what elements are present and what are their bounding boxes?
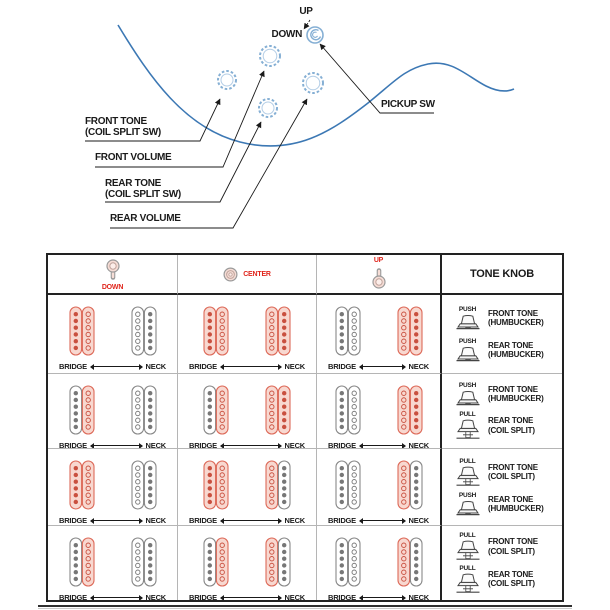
pull-knob-icon bbox=[455, 419, 481, 440]
pickup-pair bbox=[178, 460, 316, 510]
bridge-label: BRIDGE bbox=[59, 593, 87, 600]
pickup-cell bbox=[48, 374, 178, 449]
bridge-label: BRIDGE bbox=[189, 441, 217, 449]
bridge-label: BRIDGE bbox=[59, 441, 87, 449]
tone-knob-cell bbox=[442, 449, 562, 526]
header-tone-knob bbox=[442, 255, 562, 295]
pickup-pair bbox=[48, 460, 177, 510]
knob-state-label: PUSH bbox=[458, 306, 477, 313]
neck-label: NECK bbox=[145, 516, 166, 525]
knob-state-label: PULL bbox=[459, 564, 476, 572]
bridge-pickup bbox=[203, 385, 229, 435]
bridge-neck-row bbox=[48, 362, 177, 371]
tone-function-name: FRONT TONE bbox=[488, 308, 538, 318]
tone-knob-function bbox=[488, 495, 544, 514]
rear-volume-label: REAR VOLUME bbox=[110, 213, 181, 224]
pickup-pair bbox=[48, 385, 177, 435]
tone-function-mode: (COIL SPLIT) bbox=[488, 472, 535, 482]
tone-function-mode: (HUMBUCKER) bbox=[488, 394, 544, 403]
bridge-neck-row bbox=[48, 441, 177, 449]
neck-label: NECK bbox=[145, 593, 166, 600]
header-center-label: CENTER bbox=[243, 270, 271, 278]
front-volume-label: FRONT VOLUME bbox=[95, 152, 172, 163]
neck-pickup bbox=[397, 537, 423, 587]
pickup-cell bbox=[317, 449, 442, 526]
bridge-neck-row bbox=[178, 593, 316, 600]
neck-label: NECK bbox=[145, 441, 166, 449]
bridge-pickup bbox=[69, 460, 95, 510]
rear-tone-knob-icon bbox=[259, 99, 277, 117]
up-direction-arrow bbox=[304, 20, 310, 29]
pickup-pair bbox=[317, 306, 440, 356]
push-knob-icon bbox=[455, 314, 481, 330]
pickup-cell bbox=[317, 374, 442, 449]
header-switch-center bbox=[178, 255, 317, 295]
neck-label: NECK bbox=[408, 516, 429, 525]
bridge-neck-arrow bbox=[221, 366, 281, 367]
switch-up-icon bbox=[368, 265, 390, 291]
bridge-neck-row bbox=[178, 441, 316, 449]
pickup-cell bbox=[178, 526, 317, 600]
push-knob-icon bbox=[455, 390, 481, 406]
bridge-pickup bbox=[69, 537, 95, 587]
header-switch-up bbox=[317, 255, 442, 295]
bridge-neck-arrow bbox=[91, 597, 142, 598]
bridge-label: BRIDGE bbox=[189, 516, 217, 525]
bridge-neck-arrow bbox=[360, 597, 405, 598]
pickup-pair bbox=[48, 537, 177, 587]
pickup-pair bbox=[48, 306, 177, 356]
tone-function-name: REAR TONE bbox=[488, 340, 534, 350]
bridge-neck-arrow bbox=[91, 445, 142, 446]
bridge-pickup bbox=[69, 385, 95, 435]
push-knob-icon bbox=[455, 500, 481, 516]
bridge-pickup bbox=[203, 537, 229, 587]
tone-function-mode: (COIL SPLIT) bbox=[488, 425, 535, 435]
pickup-cell bbox=[48, 295, 178, 374]
tone-knob-function bbox=[488, 416, 535, 435]
pickup-pair bbox=[317, 385, 440, 435]
bridge-label: BRIDGE bbox=[189, 593, 217, 600]
bridge-neck-row bbox=[48, 593, 177, 600]
pickup-pair bbox=[317, 537, 440, 587]
tone-knob-header-label: TONE KNOB bbox=[469, 268, 534, 280]
pull-knob-icon bbox=[455, 573, 481, 594]
tone-knob-function bbox=[488, 385, 544, 404]
bridge-pickup bbox=[69, 306, 95, 356]
rear-tone-label: REAR TONE (COIL SPLIT SW) bbox=[105, 178, 181, 200]
pickup-pair bbox=[317, 460, 440, 510]
tone-knob-cell bbox=[442, 374, 562, 449]
neck-label: NECK bbox=[408, 362, 429, 371]
neck-pickup bbox=[131, 460, 157, 510]
bridge-label: BRIDGE bbox=[189, 362, 217, 371]
tone-knob-function bbox=[488, 537, 538, 556]
tone-knob-entry bbox=[454, 458, 560, 487]
tone-knob-entry bbox=[454, 492, 560, 516]
tone-knob-entry bbox=[454, 565, 560, 594]
tone-knob-entry bbox=[454, 306, 560, 330]
bridge-label: BRIDGE bbox=[328, 516, 356, 525]
knob-state bbox=[454, 532, 481, 561]
front-tone-knob-icon bbox=[218, 71, 236, 89]
neck-label: NECK bbox=[408, 441, 429, 449]
tone-knob-function bbox=[488, 570, 535, 589]
bridge-pickup bbox=[335, 306, 361, 356]
bridge-neck-arrow bbox=[360, 520, 405, 521]
neck-label: NECK bbox=[145, 362, 166, 371]
bridge-pickup bbox=[335, 385, 361, 435]
header-up-label: UP bbox=[373, 257, 384, 264]
knob-state bbox=[454, 411, 481, 440]
bridge-neck-arrow bbox=[221, 445, 281, 446]
neck-pickup bbox=[397, 385, 423, 435]
bridge-neck-row bbox=[48, 516, 177, 525]
pickup-switch-icon bbox=[307, 27, 323, 43]
pickup-cell bbox=[178, 449, 317, 526]
pickup-cell bbox=[48, 449, 178, 526]
bridge-label: BRIDGE bbox=[328, 593, 356, 600]
bridge-neck-row bbox=[317, 516, 440, 525]
pickup-cell bbox=[178, 374, 317, 449]
switch-center-icon bbox=[223, 267, 238, 282]
pickup-pair bbox=[178, 306, 316, 356]
bridge-neck-row bbox=[178, 516, 316, 525]
knob-state bbox=[454, 338, 481, 362]
neck-pickup bbox=[265, 460, 291, 510]
knob-state-label: PULL bbox=[459, 532, 476, 540]
tone-knob-entry bbox=[454, 338, 560, 362]
page-footer-rule-thin bbox=[38, 608, 572, 609]
knob-state-label: PULL bbox=[459, 457, 476, 465]
bridge-pickup bbox=[203, 460, 229, 510]
tone-function-mode: (COIL SPLIT) bbox=[488, 546, 535, 556]
header-switch-down bbox=[48, 255, 178, 295]
bridge-neck-row bbox=[317, 362, 440, 371]
neck-label: NECK bbox=[408, 593, 429, 600]
bridge-label: BRIDGE bbox=[328, 362, 356, 371]
knob-state-label: PUSH bbox=[458, 338, 477, 345]
pickup-sw-label: PICKUP SW bbox=[381, 99, 435, 110]
pickup-cell bbox=[178, 295, 317, 374]
tone-function-mode: (HUMBUCKER) bbox=[488, 350, 544, 359]
tone-function-name: FRONT TONE bbox=[488, 384, 538, 394]
tone-function-mode: (HUMBUCKER) bbox=[488, 504, 544, 514]
switch-down-label: DOWN bbox=[271, 29, 302, 40]
switch-down-icon bbox=[102, 257, 124, 283]
bridge-neck-arrow bbox=[221, 597, 281, 598]
bridge-neck-arrow bbox=[91, 520, 142, 521]
bridge-pickup bbox=[335, 460, 361, 510]
bridge-neck-row bbox=[317, 593, 440, 600]
knob-state bbox=[454, 492, 481, 516]
header-down-label: DOWN bbox=[101, 284, 124, 291]
switch-up-label: UP bbox=[299, 6, 313, 17]
tone-function-name: FRONT TONE bbox=[488, 537, 538, 547]
bridge-neck-arrow bbox=[360, 366, 405, 367]
bridge-neck-row bbox=[317, 441, 440, 449]
bridge-neck-arrow bbox=[91, 366, 142, 367]
bridge-neck-row bbox=[178, 362, 316, 371]
bridge-label: BRIDGE bbox=[59, 362, 87, 371]
knob-state bbox=[454, 565, 481, 594]
neck-pickup bbox=[131, 537, 157, 587]
neck-label: NECK bbox=[284, 362, 305, 371]
bridge-label: BRIDGE bbox=[59, 516, 87, 525]
tone-function-mode: (HUMBUCKER) bbox=[488, 318, 544, 327]
pickup-cell bbox=[317, 526, 442, 600]
pull-knob-icon bbox=[455, 466, 481, 487]
tone-knob-function bbox=[488, 309, 544, 328]
knob-state-label: PULL bbox=[459, 411, 476, 418]
tone-function-mode: (COIL SPLIT) bbox=[488, 579, 535, 589]
neck-pickup bbox=[265, 385, 291, 435]
pickup-cell bbox=[48, 526, 178, 600]
pickup-pair bbox=[178, 385, 316, 435]
front-tone-label: FRONT TONE (COIL SPLIT SW) bbox=[85, 116, 161, 138]
pickup-pair bbox=[178, 537, 316, 587]
knob-state-label: PUSH bbox=[458, 492, 477, 500]
neck-pickup bbox=[131, 385, 157, 435]
bridge-neck-arrow bbox=[221, 520, 281, 521]
tone-function-name: REAR TONE bbox=[488, 494, 534, 504]
neck-pickup bbox=[265, 306, 291, 356]
pickup-configuration-table bbox=[46, 253, 564, 602]
bridge-neck-arrow bbox=[360, 445, 405, 446]
knob-state bbox=[454, 382, 481, 406]
knob-state bbox=[454, 306, 481, 330]
tone-knob-function bbox=[488, 341, 544, 360]
tone-knob-function bbox=[488, 463, 538, 482]
neck-pickup bbox=[397, 306, 423, 356]
pickup-cell bbox=[317, 295, 442, 374]
page-footer-rule bbox=[38, 605, 572, 607]
neck-pickup bbox=[131, 306, 157, 356]
tone-function-name: REAR TONE bbox=[488, 416, 534, 425]
knob-state bbox=[454, 458, 481, 487]
neck-pickup bbox=[265, 537, 291, 587]
bridge-pickup bbox=[203, 306, 229, 356]
tone-knob-entry bbox=[454, 532, 560, 561]
tone-knob-cell bbox=[442, 526, 562, 600]
push-knob-icon bbox=[455, 346, 481, 362]
tone-function-name: REAR TONE bbox=[488, 569, 534, 579]
tone-knob-cell bbox=[442, 295, 562, 374]
tone-function-name: FRONT TONE bbox=[488, 462, 538, 472]
bridge-label: BRIDGE bbox=[328, 441, 356, 449]
pull-knob-icon bbox=[455, 540, 481, 561]
bridge-pickup bbox=[335, 537, 361, 587]
knob-state-label: PUSH bbox=[458, 382, 477, 389]
neck-pickup bbox=[397, 460, 423, 510]
front-volume-knob-icon bbox=[260, 46, 280, 66]
rear-volume-knob-icon bbox=[303, 73, 323, 93]
tone-knob-entry bbox=[454, 382, 560, 406]
neck-label: NECK bbox=[284, 441, 305, 449]
tone-knob-entry bbox=[454, 411, 560, 440]
neck-label: NECK bbox=[284, 516, 305, 525]
neck-label: NECK bbox=[284, 593, 305, 600]
